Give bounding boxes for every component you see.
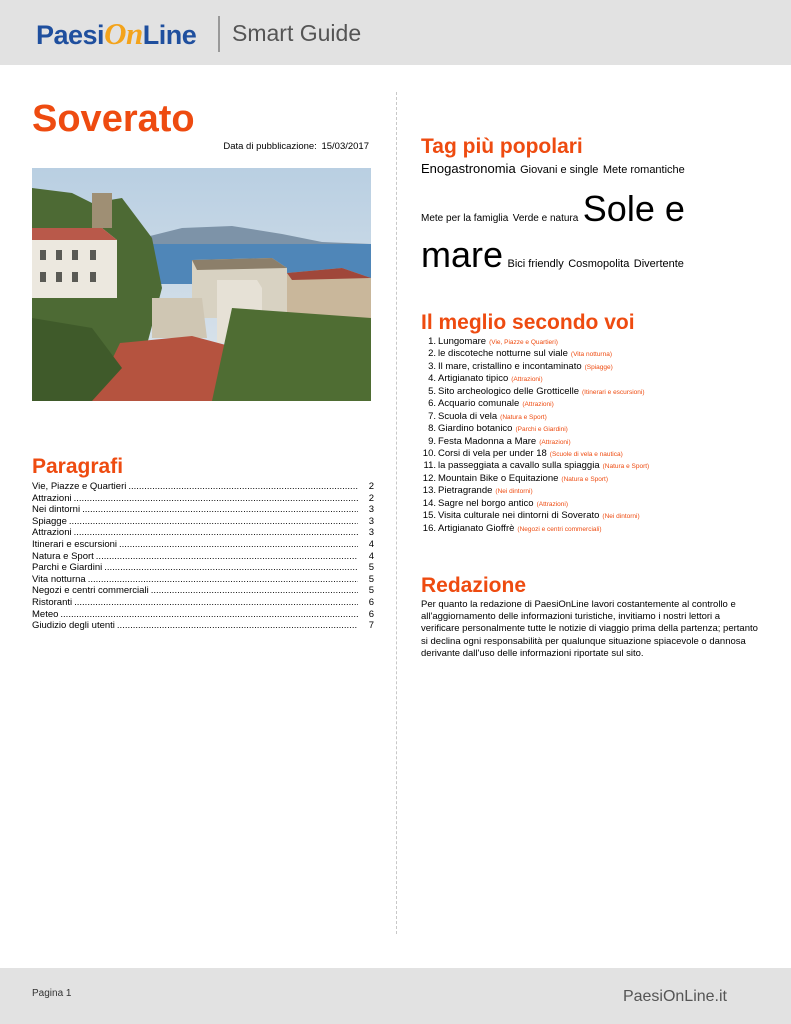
redazione-heading: Redazione <box>421 574 527 597</box>
tag-cloud <box>421 160 761 278</box>
best-list <box>421 336 761 535</box>
best-item[interactable] <box>421 386 761 398</box>
best-item[interactable] <box>421 361 761 373</box>
best-item-name: Il mare, cristallino e incontaminato <box>438 360 582 372</box>
best-item-category: (Spiagge) <box>584 363 613 371</box>
tags-heading: Tag più popolari <box>421 135 583 158</box>
best-item-name: Artigianato Gioffrè <box>438 522 515 534</box>
best-item[interactable] <box>421 460 761 472</box>
toc-item-page: 5 <box>368 573 374 585</box>
toc-item-label: Parchi e Giardini <box>32 562 103 574</box>
best-item-category: (Attrazioni) <box>522 401 554 409</box>
best-item-category: (Itinerari e escursioni) <box>582 388 645 396</box>
best-item[interactable] <box>421 348 761 360</box>
toc-item-label: Attrazioni <box>32 492 72 504</box>
toc-item-label: Vita notturna <box>32 573 86 585</box>
best-item-category: (Nei dintorni) <box>495 488 533 496</box>
toc-item-label: Negozi e centri commerciali <box>32 585 149 597</box>
toc-dot-leader <box>128 481 358 493</box>
best-item-category: (Parchi e Giardini) <box>515 426 568 434</box>
best-item-name: Acquario comunale <box>438 398 520 410</box>
best-item-category: (Natura e Sport) <box>602 463 650 471</box>
tag-link[interactable]: Divertente <box>633 258 684 270</box>
toc-item[interactable] <box>32 493 374 505</box>
toc-item-label: Itinerari e escursioni <box>32 538 118 550</box>
best-item[interactable] <box>421 423 761 435</box>
tag-link[interactable]: Mete per la famiglia <box>421 213 509 224</box>
best-item[interactable] <box>421 436 761 448</box>
best-item[interactable] <box>421 510 761 522</box>
best-item-number: 1. <box>428 336 436 347</box>
best-item-name: la passeggiata a cavallo sulla spiaggia <box>438 460 600 472</box>
town-photo-image <box>32 168 371 401</box>
toc-item-page: 4 <box>368 550 374 562</box>
toc-item[interactable] <box>32 620 374 632</box>
toc-item-label: Ristoranti <box>32 596 73 608</box>
toc-item-label: Natura e Sport <box>32 550 94 562</box>
toc-item[interactable] <box>32 574 374 586</box>
toc-dot-leader <box>96 551 358 563</box>
best-item-number: 2. <box>428 348 436 360</box>
toc-item[interactable] <box>32 539 374 551</box>
toc-item[interactable] <box>32 516 374 528</box>
best-item-number: 7. <box>428 410 436 422</box>
site-link[interactable]: PaesiOnLine.it <box>622 988 727 1005</box>
toc-dot-leader <box>69 516 358 528</box>
best-item[interactable] <box>421 448 761 460</box>
best-item-category: (Negozi e centri commerciali) <box>517 525 602 533</box>
toc-item-page: 6 <box>368 596 374 608</box>
best-item-name: Giardino botanico <box>438 423 513 435</box>
best-item-name: le discoteche notturne sul viale <box>438 348 568 360</box>
best-item-category: (Natura e Sport) <box>561 475 609 483</box>
best-item-number: 13. <box>422 485 436 497</box>
header-separator <box>218 16 220 52</box>
toc-item-label: Giudizio degli utenti <box>32 620 115 632</box>
best-item-name: Mountain Bike o Equitazione <box>438 472 559 484</box>
tag-link[interactable]: Enogastronomia <box>421 161 516 176</box>
best-item[interactable] <box>421 485 761 497</box>
best-item-number: 14. <box>422 497 436 509</box>
best-item-number: 10. <box>422 447 436 459</box>
best-item-category: (Nei dintorni) <box>602 513 640 521</box>
redazione-text: Per quanto la redazione di PaesiOnLine lavori costantemente al controllo e all'aggiornamento delle informazioni turistiche, invitiamo i nostri lettori a verificare personalmente tutte le notizie di viaggio prima della partenza; pertanto si declina ogni responsabilità per qualunque situazione spiacevole o dannosa derivante dall'uso delle informazioni riportate sul sito. <box>421 599 758 659</box>
column-divider <box>396 92 397 934</box>
toc-item-label: Attrazioni <box>32 527 72 539</box>
toc-item-label: Nei dintorni <box>32 504 81 516</box>
tag-link[interactable]: Cosmopolita <box>568 258 630 270</box>
logo-text-mid: On <box>104 16 143 51</box>
page-number: Pagina 1 <box>32 988 72 999</box>
best-item-number: 4. <box>428 373 436 385</box>
tag-link[interactable]: Sole e mare <box>421 188 685 275</box>
tag-link[interactable]: Verde e natura <box>512 213 579 224</box>
toc-item-page: 3 <box>368 515 374 527</box>
toc-item[interactable] <box>32 551 374 563</box>
toc-item-page: 7 <box>368 620 374 632</box>
best-item-number: 16. <box>422 522 436 534</box>
best-item[interactable] <box>421 336 761 348</box>
best-item-number: 8. <box>428 423 436 435</box>
best-item-name: Lungomare <box>438 336 487 347</box>
best-item-number: 9. <box>428 435 436 447</box>
toc-item-page: 5 <box>368 585 374 597</box>
toc-item[interactable] <box>32 504 374 516</box>
best-item[interactable] <box>421 411 761 423</box>
best-item-category: (Vie, Piazze e Quartieri) <box>489 339 558 346</box>
best-item-category: (Natura e Sport) <box>500 413 547 421</box>
toc-item-page: 4 <box>368 538 374 550</box>
toc-dot-leader <box>60 609 358 621</box>
toc-item[interactable] <box>32 585 374 597</box>
best-item-name: Corsi di vela per under 18 <box>438 447 547 459</box>
tag-link[interactable]: Mete romantiche <box>602 164 685 176</box>
best-item-category: (Attrazioni) <box>536 500 569 508</box>
toc-dot-leader <box>74 493 358 505</box>
toc-dot-leader <box>117 620 358 632</box>
best-heading: Il meglio secondo voi <box>421 311 635 334</box>
best-item-name: Artigianato tipico <box>438 373 509 385</box>
toc-item-label: Vie, Piazze e Quartieri <box>32 481 127 492</box>
toc-item[interactable] <box>32 527 374 539</box>
paesionline-logo[interactable] <box>36 18 196 51</box>
best-item-category: (Attrazioni) <box>511 376 543 384</box>
toc-item[interactable] <box>32 562 374 574</box>
toc-dot-leader <box>104 562 358 574</box>
paragrafi-list <box>32 481 374 632</box>
tag-link[interactable]: Bici friendly <box>507 258 564 270</box>
publication-date <box>221 141 369 152</box>
best-item-name: Pietragrande <box>438 485 493 497</box>
paragrafi-heading: Paragrafi <box>32 455 124 478</box>
best-item-number: 12. <box>422 472 436 484</box>
toc-item[interactable] <box>32 609 374 621</box>
logo-text-right: Line <box>142 20 197 50</box>
page-title: Soverato <box>32 98 195 140</box>
best-item-category: (Attrazioni) <box>539 438 571 446</box>
toc-item[interactable] <box>32 597 374 609</box>
best-item-name: Scuola di vela <box>438 410 498 422</box>
toc-dot-leader <box>74 597 358 609</box>
smart-guide-label: Smart Guide <box>232 20 362 46</box>
toc-item-label: Meteo <box>32 608 59 620</box>
toc-dot-leader <box>82 504 358 516</box>
town-photo <box>32 168 371 401</box>
best-item-number: 3. <box>428 360 436 372</box>
best-item-number: 15. <box>422 510 436 522</box>
tag-link[interactable]: Giovani e single <box>520 164 599 176</box>
best-item[interactable] <box>421 498 761 510</box>
best-item-name: Festa Madonna a Mare <box>438 435 537 447</box>
best-item-category: (Scuole di vela e nautica) <box>549 450 623 458</box>
toc-dot-leader <box>151 585 358 597</box>
toc-item-page: 3 <box>368 504 374 516</box>
best-item[interactable] <box>421 523 761 535</box>
publication-date-label: Data di pubblicazione: <box>223 141 317 152</box>
toc-dot-leader <box>119 539 358 551</box>
toc-dot-leader <box>74 527 358 539</box>
best-item-name: Sagre nel borgo antico <box>438 497 534 509</box>
best-item-category: (Vita notturna) <box>570 351 612 359</box>
toc-item-label: Spiagge <box>32 515 67 527</box>
publication-date-value: 15/03/2017 <box>321 141 369 152</box>
best-item[interactable] <box>421 473 761 485</box>
toc-item[interactable] <box>32 481 374 493</box>
header-bar <box>0 0 791 65</box>
toc-item-page: 3 <box>368 527 374 539</box>
best-item-name: Visita culturale nei dintorni di Soverato <box>438 510 600 522</box>
logo-text-left: Paesi <box>36 20 105 50</box>
toc-item-page: 2 <box>368 492 374 504</box>
toc-item-page: 2 <box>368 481 374 492</box>
best-item-name: Sito archeologico delle Grotticelle <box>438 385 579 397</box>
best-item[interactable] <box>421 398 761 410</box>
toc-item-page: 5 <box>368 562 374 574</box>
best-item[interactable] <box>421 373 761 385</box>
best-item-number: 11. <box>423 460 436 472</box>
best-item-number: 6. <box>428 398 436 410</box>
best-item-number: 5. <box>428 385 436 397</box>
toc-dot-leader <box>88 574 358 586</box>
toc-item-page: 6 <box>368 608 374 620</box>
